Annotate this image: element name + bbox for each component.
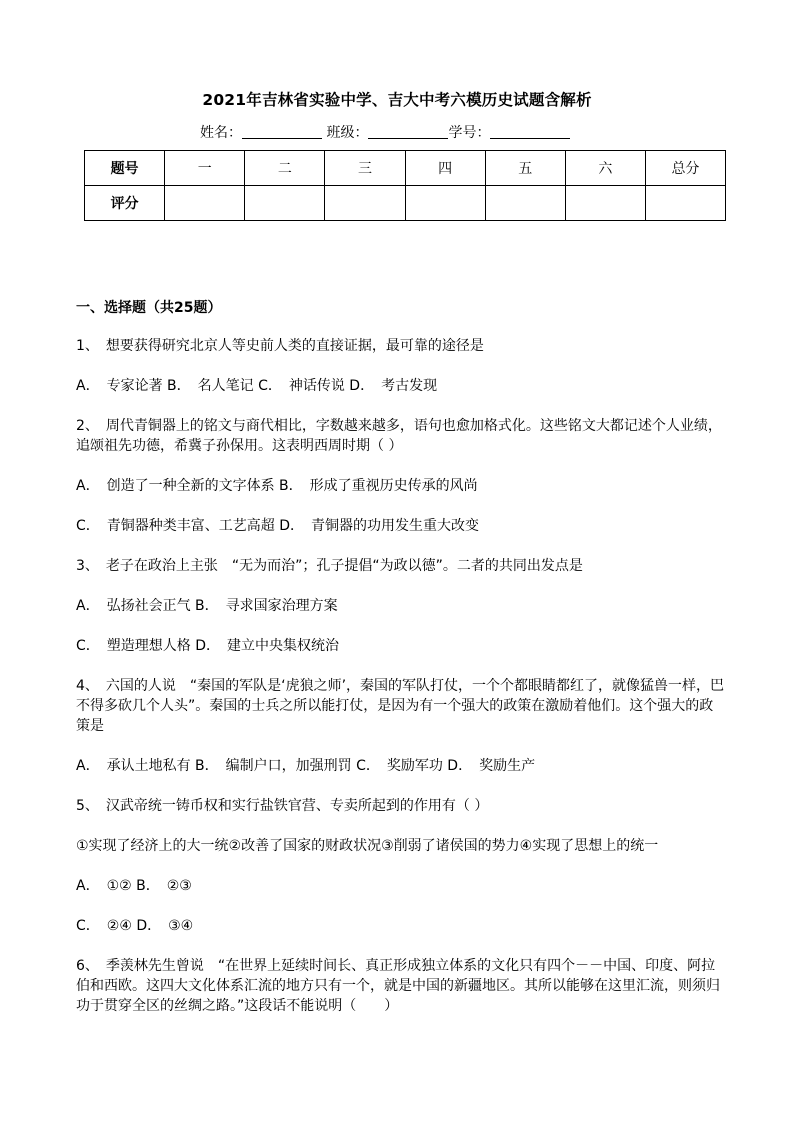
score-table-header-cell: 四: [405, 151, 485, 186]
question-stem: 2、 周代青铜器上的铭文与商代相比，字数越来越多，语句也愈加格式化。这些铭文大都记述个人业绩，追颂祖先功德，希冀子孙保用。这表明西周时期（ ）: [76, 418, 722, 454]
score-table-header-cell: 三: [325, 151, 405, 186]
score-table-header-cell: 题号: [85, 151, 165, 186]
score-cell: [245, 186, 325, 221]
question-options: A． 专家论著 B． 名人笔记 C． 神话传说 D． 考古发现: [76, 378, 438, 394]
name-blank: [242, 124, 322, 139]
score-cell: [645, 186, 725, 221]
score-table-header-cell: 五: [485, 151, 565, 186]
question-options: A． 创造了一种全新的文字体系 B． 形成了重视历史传承的风尚: [76, 478, 478, 494]
question-stem: 3、 老子在政治上主张 “无为而治”；孔子提倡“为政以德”。二者的共同出发点是: [76, 558, 583, 574]
score-table-score-row: [85, 186, 726, 221]
score-cell: [485, 186, 565, 221]
section-title: 一、选择题（共25题）: [76, 300, 222, 316]
id-label: 学号：: [448, 125, 491, 141]
class-label: 班级：: [326, 125, 369, 141]
score-table-header-row: [85, 151, 726, 186]
score-table-header-cell: 一: [165, 151, 245, 186]
name-label: 姓名：: [200, 125, 242, 141]
question-options: A． 弘扬社会正气 B． 寻求国家治理方案: [76, 598, 338, 614]
score-table: [84, 150, 726, 221]
question-options: C． 塑造理想人格 D． 建立中央集权统治: [76, 638, 340, 654]
score-cell: [325, 186, 405, 221]
question-options: C． 青铜器种类丰富、工艺高超 D． 青铜器的功用发生重大改变: [76, 518, 480, 534]
question-options: A． 承认土地私有 B． 编制户口，加强刑罚 C． 奖励军功 D． 奖励生产: [76, 758, 536, 774]
question-stem: 6、 季羡林先生曾说 “在世界上延续时间长、真正形成独立体系的文化只有四个－－中国、印度、阿拉伯和西欧。这四大文化体系汇流的地方只有一个，就是中国的新疆地区。其所以能够在这里汇流，则须归功于贯穿全区的丝绸之路。”这段话不能说明（ ）: [76, 958, 720, 1014]
student-info-bar: [200, 122, 620, 142]
question-list: [76, 298, 726, 1036]
score-table-header-cell: 二: [245, 151, 325, 186]
score-table-header-cell: 总分: [645, 151, 725, 186]
question-stem: 4、 六国的人说 “秦国的军队是‘虎狼之师’，秦国的军队打仗，一个个都眼睛都红了，就像猛兽一样，巴不得多砍几个人头”。秦国的士兵之所以能打仗，是因为有一个强大的政策在激励着他们。这个强大的政策是: [76, 678, 725, 734]
id-blank: [490, 124, 570, 139]
score-cell: [165, 186, 245, 221]
score-table-header-cell: 六: [565, 151, 645, 186]
score-row-label: 评分: [85, 186, 165, 221]
question-stem: 5、 汉武帝统一铸币权和实行盐铁官营、专卖所起到的作用有（ ）: [76, 798, 489, 814]
score-cell: [565, 186, 645, 221]
question-options: C． ②④ D． ③④: [76, 918, 194, 934]
question-statements: ①实现了经济上的大一统②改善了国家的财政状况③削弱了诸侯国的势力④实现了思想上的统一: [76, 838, 659, 854]
question-stem: 1、 想要获得研究北京人等史前人类的直接证据，最可靠的途径是: [76, 338, 484, 354]
score-cell: [405, 186, 485, 221]
page-title: 2021年吉林省实验中学、吉大中考六模历史试题含解析: [202, 91, 592, 109]
question-options: A． ①② B． ②③: [76, 878, 192, 894]
class-blank: [368, 124, 448, 139]
